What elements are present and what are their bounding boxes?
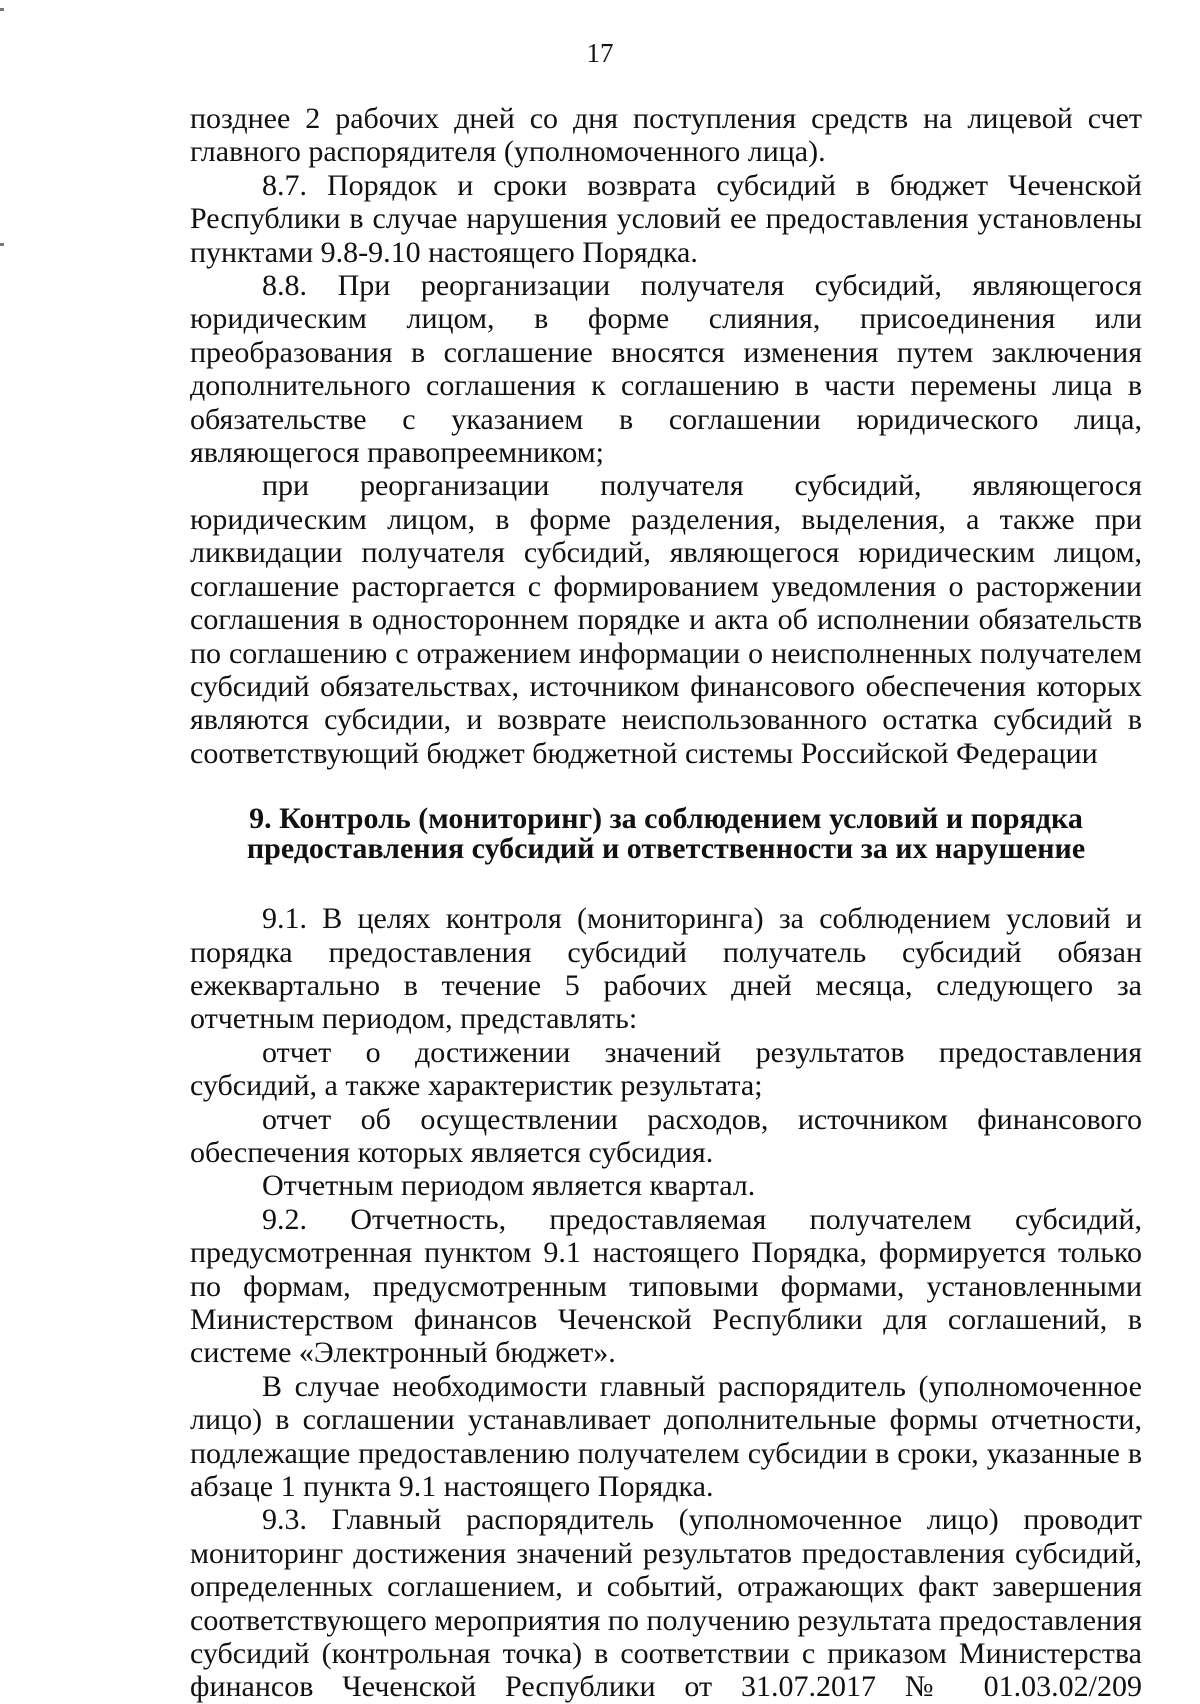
scan-margin-mark <box>0 243 4 246</box>
paragraph: 8.7. Порядок и сроки возврата субсидий в бюджет Чеченской Республики в случае нарушения условий ее предоставления установлены пунктами 9.8-9.10 настоящего Порядка. <box>190 168 1142 269</box>
paragraph: при реорганизации получателя субсидий, являющегося юридическим лицом, в форме разделения, выделения, а также при ликвидации получателя субсидий, являющегося юридическим лицом, соглашение расторгается с формированием уведомления о расторжении соглашения в одностороннем порядке и акта об исполнении обязательств по соглашению с отражением информации о неисполненных получателем субсидий обязательствах, источником финансового обеспечения которых являются субсидии, и возврате неиспользованного остатка субсидий в соответствующий бюджет бюджетной системы Российской Федерации <box>190 469 1142 770</box>
document-body <box>190 102 1142 1704</box>
paragraph: отчет о достижении значений результатов предоставления субсидий, а также характеристик результата; <box>190 1035 1142 1103</box>
section-heading <box>190 804 1142 864</box>
paragraph: 9.3. Главный распорядитель (уполномоченное лицо) проводит мониторинг достижения значений результатов предоставления субсидий, определенных соглашением, и событий, отражающих факт завершения соответствующего мероприятия по получению результата предоставления субсидий (контрольная точка) в соответствии с приказом Министерства финансов Чеченской Республики от 31.07.2017 № 01.03.02/209 <box>190 1503 1143 1704</box>
paragraph: 9.1. В целях контроля (мониторинга) за соблюдением условий и порядка предоставления субсидий получатель субсидий обязан ежеквартально в течение 5 рабочих дней месяца, следующего за отчетным периодом, представлять: <box>190 902 1142 1036</box>
paragraph: Отчетным периодом является квартал. <box>262 1169 756 1203</box>
paragraph: 9.2. Отчетность, предоставляемая получателем субсидий, предусмотренная пунктом 9.1 настоящего Порядка, формируется только по формам, предусмотренным типовыми формами, установленными Министерством финансов Чеченской Республики для соглашений, в системе «Электронный бюджет». <box>190 1202 1142 1370</box>
paragraph: отчет об осуществлении расходов, источником финансового обеспечения которых является субсидия. <box>190 1102 1142 1169</box>
paragraph: позднее 2 рабочих дней со дня поступления средств на лицевой счет главного распорядителя (уполномоченного лица). <box>190 102 1142 169</box>
section-heading-line: 9. Контроль (мониторинг) за соблюдением условий и порядка <box>249 802 1083 836</box>
paragraph: 8.8. При реорганизации получателя субсидий, являющегося юридическим лицом, в форме слияния, присоединения или преобразования в соглашение вносятся изменения путем заключения дополнительного соглашения к соглашению в части перемены лица в обязательстве с указанием в соглашении юридического лица, являющегося правопреемником; <box>190 269 1142 470</box>
page-number: 17 <box>586 38 614 68</box>
paragraph: В случае необходимости главный распорядитель (уполномоченное лицо) в соглашении устанавливает дополнительные формы отчетности, подлежащие предоставлению получателем субсидии в сроки, указанные в абзаце 1 пункта 9.1 настоящего Порядка. <box>190 1369 1142 1504</box>
section-heading-line: предоставления субсидий и ответственности за их нарушение <box>246 832 1086 866</box>
scan-margin-mark <box>0 8 4 11</box>
